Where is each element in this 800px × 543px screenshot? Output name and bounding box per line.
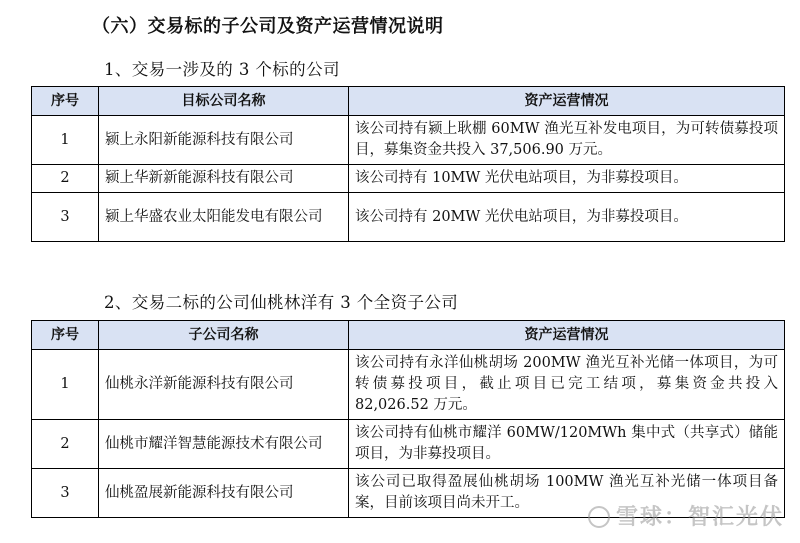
row-asset-description: 该公司持有仙桃市耀洋 60MW/120MWh 集中式（共享式）储能项目，为非募投项目。	[349, 420, 785, 469]
row-company-name: 颍上永阳新能源科技有限公司	[99, 116, 349, 165]
table-header-row	[32, 321, 785, 350]
watermark	[588, 500, 784, 531]
table-row	[32, 420, 785, 469]
header-company-name: 目标公司名称	[99, 87, 349, 116]
row-company-name: 仙桃盈展新能源科技有限公司	[99, 469, 349, 518]
subsection-1-heading: 1、交易一涉及的 3 个标的公司	[104, 60, 340, 79]
table-row	[32, 350, 785, 420]
row-asset-description: 该公司持有 10MW 光伏电站项目，为非募投项目。	[349, 165, 785, 193]
row-asset-description: 该公司已取得盈展仙桃胡场 100MW 渔光互补光储一体项目备案，目前该项目尚未开工。	[349, 469, 785, 518]
subsidiaries-table	[31, 320, 785, 518]
row-seq: 1	[32, 350, 99, 420]
header-seq: 序号	[32, 321, 99, 350]
header-seq: 序号	[32, 87, 99, 116]
target-companies-table	[31, 86, 785, 242]
header-asset-operation: 资产运营情况	[349, 321, 785, 350]
table-row	[32, 116, 785, 165]
row-asset-description: 该公司持有 20MW 光伏电站项目，为非募投项目。	[349, 193, 785, 242]
section-title: （六）交易标的子公司及资产运营情况说明	[92, 16, 444, 37]
row-seq: 2	[32, 420, 99, 469]
row-asset-description: 该公司持有永洋仙桃胡场 200MW 渔光互补光储一体项目，为可转债募投项目，截止项目已完工结项，募集资金共投入 82,026.52 万元。	[349, 350, 785, 420]
row-company-name: 颍上华盛农业太阳能发电有限公司	[99, 193, 349, 242]
row-seq: 3	[32, 193, 99, 242]
row-asset-description: 该公司持有颍上耿棚 60MW 渔光互补发电项目，为可转债募投项目，募集资金共投入 37,506.90 万元。	[349, 116, 785, 165]
row-company-name: 仙桃永洋新能源科技有限公司	[99, 350, 349, 420]
table-header-row	[32, 87, 785, 116]
watermark-text: 雪球：智汇光伏	[616, 505, 785, 530]
snowball-logo-icon	[588, 506, 610, 528]
row-seq: 2	[32, 165, 99, 193]
table-row	[32, 165, 785, 193]
table-row	[32, 193, 785, 242]
header-asset-operation: 资产运营情况	[349, 87, 785, 116]
row-company-name: 仙桃市耀洋智慧能源技术有限公司	[99, 420, 349, 469]
header-subsidiary-name: 子公司名称	[99, 321, 349, 350]
row-seq: 1	[32, 116, 99, 165]
row-seq: 3	[32, 469, 99, 518]
subsection-2-heading: 2、交易二标的公司仙桃林洋有 3 个全资子公司	[104, 293, 459, 312]
row-company-name: 颍上华新新能源科技有限公司	[99, 165, 349, 193]
